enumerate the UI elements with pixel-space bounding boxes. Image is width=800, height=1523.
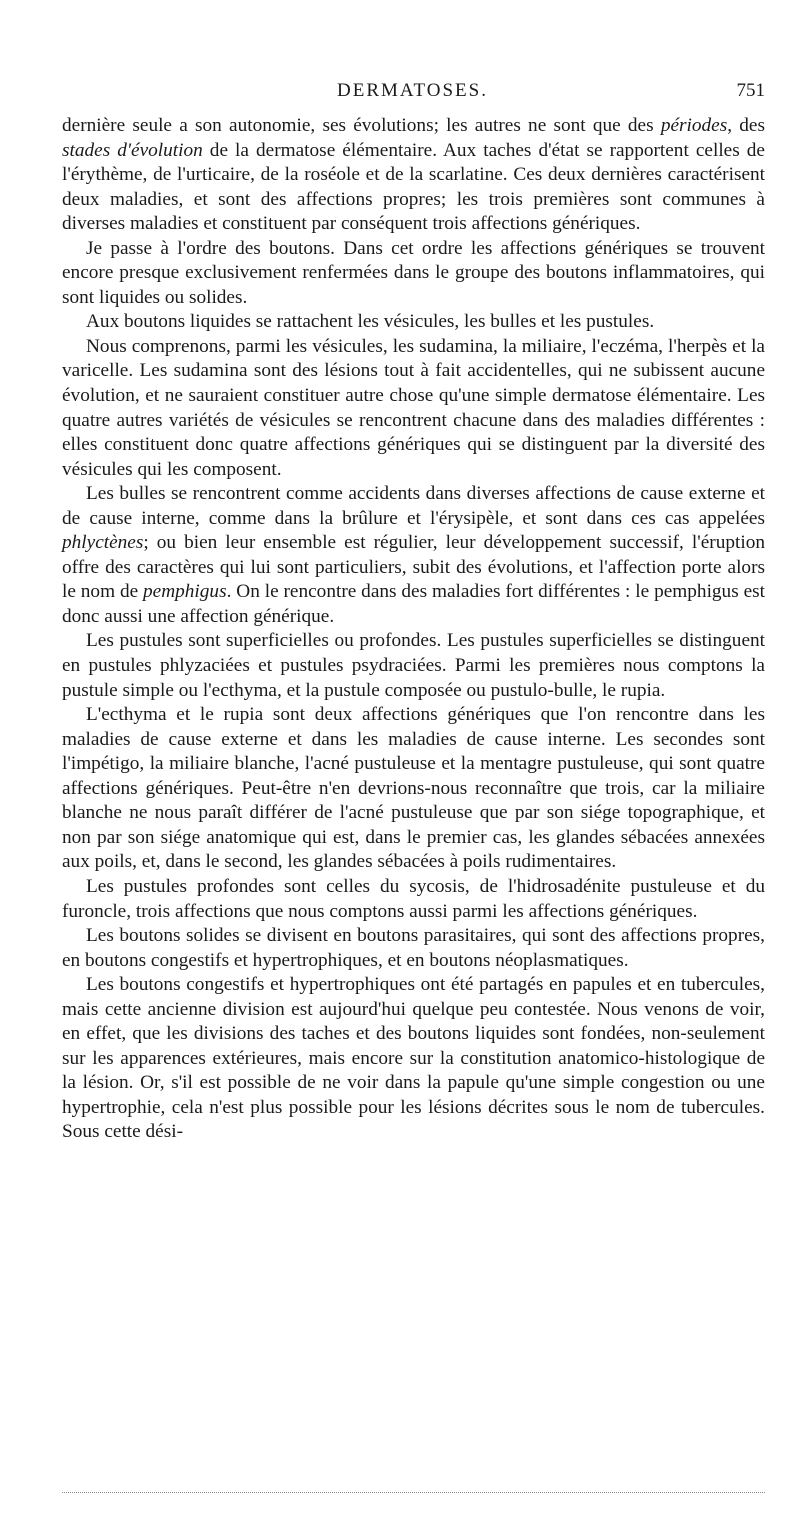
text-segment: Les boutons congestifs et hypertrophiques ont été partagés en papules et en tubercules, mais cette ancienne division est aujourd'hui quelque peu contestée. Nous venons de voir, en effet, que les divisions des taches et des boutons liquides sont fondées, non-seulement sur les apparences extérieures, mais encore sur la constitution anatomico-histologique de la lésion. Or, s'il est possible de ne voir dans la papule qu'une simple congestion ou une hypertrophie, cela n'est plus possible pour les lésions décrites sous le nom de tubercules. Sous cette dési- [62,974,765,1143]
text-segment: Aux boutons liquides se rattachent les vésicules, les bulles et les pustules. [86,311,655,333]
paragraph [62,703,765,875]
text-segment: Les pustules sont superficielles ou profondes. Les pustules superficielles se distinguent en pustules phlyzaciées et pustules psydraciées. Parmi les premières nous comptons la pustule simple ou l'ecthyma, et la pustule composée ou pustulo-bulle, le rupia. [62,630,765,701]
paragraph [62,629,765,703]
paragraph [62,973,765,1145]
body-text [62,114,765,1145]
text-segment: de la dermatose élémentaire. Aux taches d'état se rapportent celles de l'érythème, de l'urticaire, de la roséole et de la scarlatine. Ces deux dernières caractérisent deux maladies, et sont des affections propres; les trois premières sont communes à diverses maladies et constituent par conséquent trois affections génériques. [62,139,765,235]
paragraph [62,237,765,311]
italic-term: périodes [660,115,728,136]
paragraph [62,482,765,629]
page-number: 751 [736,80,765,101]
text-segment: Nous comprenons, parmi les vésicules, les sudamina, la miliaire, l'eczéma, l'herpès et la varicelle. Les sudamina sont des lésions tout à fait accidentelles, qui ne subissent aucune évolution, et ne sauraient constituer autre chose qu'une simple dermatose élémentaire. Les quatre autres variétés de vésicules se rencontrent chacune dans des maladies différentes : elles constituent donc quatre affections génériques qui se distinguent par la diversité des vésicules qui les composent. [62,335,765,480]
italic-term: pemphigus [143,581,227,603]
paragraph [62,335,765,482]
paragraph [62,875,765,924]
paragraph [62,310,765,335]
text-segment: L'ecthyma et le rupia sont deux affections génériques que l'on rencontre dans les maladies de cause externe et dans les maladies de cause interne. Les secondes sont l'impétigo, la miliaire blanche, l'acné pustuleuse et la mentagre pustuleuse, qui sont quatre affections génériques. Peut-être n'en devrions-nous reconnaître que trois, car la miliaire blanche ne nous paraît différer de l'acné pustuleuse que par son siége topographique, et non par son siége anatomique qui est, dans le premier cas, les glandes sébacées annexées aux poils, et, dans le second, les glandes sébacées à poils rudimentaires. [62,704,765,873]
text-segment: Les bulles se rencontrent comme accidents dans diverses affections de cause externe et de cause interne, comme dans la brûlure et l'érysipèle, et sont dans ces cas appelées [62,483,765,529]
paragraph [62,924,765,973]
paragraph [62,114,765,237]
running-header [60,80,765,104]
italic-term: stades d'évolution [62,139,203,161]
text-segment: , des [727,115,765,136]
text-segment: Je passe à l'ordre des boutons. Dans cet ordre les affections génériques se trouvent encore presque exclusivement renfermées dans le groupe des boutons inflammatoires, qui sont liquides ou solides. [62,237,765,308]
text-segment: Les boutons solides se divisent en boutons parasitaires, qui sont des affections propres, en boutons congestifs et hypertrophiques, et en boutons néoplasmatiques. [62,925,765,971]
text-segment: dernière seule a son autonomie, ses évolutions; les autres ne sont que des [62,115,661,136]
text-segment: ; ou bien leur ensemble est régulier, leur développement successif, l'éruption offre des caractères qui lui sont particuliers, subit des évolutions, et l'affection porte alors le nom de [62,532,765,603]
text-segment: . On le rencontre dans des maladies fort différentes : le pemphigus est donc aussi une affection générique. [62,581,766,627]
italic-term: phlyctènes [62,532,144,554]
text-segment: Les pustules profondes sont celles du sycosis, de l'hidrosadénite pustuleuse et du furoncle, trois affections que nous comptons aussi parmi les affections génériques. [62,875,765,922]
running-title: DERMATOSES. [337,80,488,101]
footer-dotted-rule [62,1492,765,1493]
